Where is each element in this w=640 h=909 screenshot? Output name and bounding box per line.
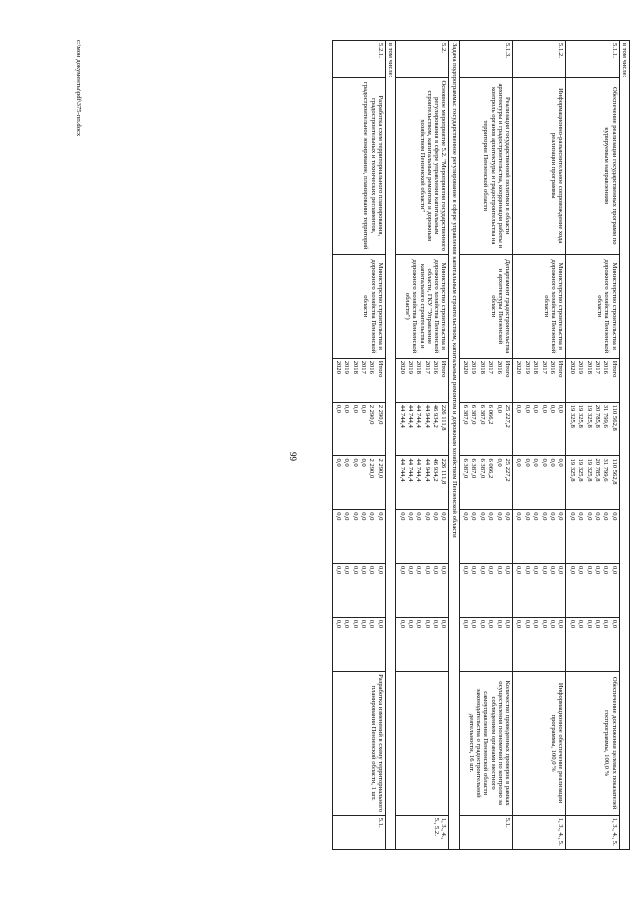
list-item: 0,0 (540, 458, 548, 467)
list-item: 44 744,4 (415, 404, 423, 428)
row-col4 (513, 563, 566, 617)
row-col3 (332, 510, 385, 564)
list-item: 0,0 (343, 404, 351, 413)
row-col5 (513, 617, 566, 671)
list-item: 6 066,2 (487, 458, 495, 479)
row-executor: Министерство строительства и дорожного хозяйства Пензенской области (566, 254, 619, 358)
list-item: 0,0 (432, 619, 440, 628)
list-item: 226 111,8 (440, 404, 448, 431)
list-item: 0,0 (602, 619, 610, 628)
list-item: 6 387,0 (462, 404, 470, 425)
list-item: 0,0 (470, 512, 478, 521)
page-number-text: 99 (288, 452, 298, 461)
list-item: 0,0 (360, 404, 368, 413)
row-col1 (396, 402, 449, 456)
table-row (459, 41, 512, 850)
list-item: 0,0 (398, 565, 406, 575)
list-item: 44 744,4 (398, 404, 406, 428)
row-col3 (396, 510, 449, 564)
list-item: 0,0 (610, 619, 618, 628)
list-item: 0,0 (515, 619, 523, 628)
list-item: 6 387,0 (470, 458, 478, 479)
list-item: 0,0 (462, 512, 470, 521)
list-item: 0,0 (577, 512, 585, 521)
list-item: 0,0 (440, 619, 448, 628)
list-item: 0,0 (610, 512, 618, 521)
list-item: 2019 (343, 360, 351, 374)
list-item: 0,0 (504, 512, 512, 521)
list-item: 2 290,0 (368, 404, 376, 425)
row-years (513, 358, 566, 402)
list-item: 20 785,8 (593, 404, 601, 428)
list-item: 0,0 (398, 619, 406, 628)
list-item: 0,0 (523, 458, 531, 467)
list-item: 0,0 (334, 404, 342, 413)
list-item: 0,0 (504, 565, 512, 575)
list-item: 2016 (432, 360, 440, 374)
list-item: 2020 (515, 360, 523, 374)
list-item: 19 325,8 (585, 404, 593, 428)
list-item: 0,0 (376, 565, 384, 575)
row-name: Разработка схем территориального планирования, градостроительных и технических регламентов, градостроительное зонирование, планирование территорий (332, 77, 385, 254)
list-item: 2016 (549, 360, 557, 374)
list-item: 2020 (568, 360, 576, 374)
list-item: 0,0 (557, 619, 565, 628)
list-item: 19 325,8 (568, 458, 576, 482)
section-in-total-2-text: в том числе: (385, 41, 395, 850)
list-item: 0,0 (351, 619, 359, 628)
list-item: 0,0 (360, 565, 368, 575)
row-col3 (459, 510, 512, 564)
row-name: Информационно-разъяснительное сопровождение хода реализации программы (513, 77, 566, 254)
list-item: 0,0 (549, 512, 557, 521)
list-item: 110 562,8 (610, 404, 618, 431)
list-item: 19 325,8 (568, 404, 576, 428)
list-item: 0,0 (360, 619, 368, 628)
row-executor: Министерство строительства и дорожного хозяйства Пензенской области (513, 254, 566, 358)
list-item: 25 227,2 (504, 458, 512, 482)
list-item: 226 111,8 (440, 458, 448, 485)
list-item: 0,0 (549, 458, 557, 467)
row-col2 (513, 456, 566, 510)
row-name: Реализация государственной политики в области архитектуры и градостроительства, координация работы и контроль органов архитектуры и градостроительства на территории Пензенской области (459, 77, 512, 254)
section-in-total-2 (385, 41, 395, 850)
file-path-footer: c:\мои документы\pdf\375-пп.docx (75, 40, 82, 137)
list-item: 0,0 (593, 512, 601, 521)
list-item: 2017 (540, 360, 548, 374)
list-item: 0,0 (585, 565, 593, 575)
list-item: 0,0 (406, 565, 414, 575)
list-item: 0,0 (343, 458, 351, 467)
list-item: 110 562,8 (610, 458, 618, 485)
list-item: 46 934,2 (432, 404, 440, 428)
list-item: 0,0 (532, 404, 540, 413)
list-item: 0,0 (532, 619, 540, 628)
list-item: 20 785,8 (593, 458, 601, 482)
list-item: 44 944,4 (423, 458, 431, 482)
row-col3 (513, 510, 566, 564)
list-item: 2018 (478, 360, 486, 374)
list-item: 0,0 (549, 565, 557, 575)
list-item: 0,0 (495, 619, 503, 628)
list-item: Итого (504, 360, 512, 378)
list-item: 0,0 (440, 565, 448, 575)
list-item: 0,0 (523, 565, 531, 575)
list-item: 0,0 (549, 404, 557, 413)
row-col5 (566, 617, 619, 671)
row-number: 5.2. (396, 41, 449, 78)
list-item: 0,0 (462, 565, 470, 575)
list-item: 0,0 (540, 512, 548, 521)
row-indicator: Информационное обеспечение реализации программы, 100,0 % (513, 671, 566, 815)
list-item: 0,0 (406, 512, 414, 521)
list-item: 2016 (602, 360, 610, 374)
row-col3 (566, 510, 619, 564)
list-item: 0,0 (432, 512, 440, 521)
section-in-total-text: в том числе: (619, 41, 629, 850)
list-item: 0,0 (549, 619, 557, 628)
list-item: 0,0 (532, 458, 540, 467)
list-item: 0,0 (495, 458, 503, 467)
row-number: 5.1.2. (513, 41, 566, 78)
list-item: 2 290,0 (376, 458, 384, 479)
list-item: 0,0 (462, 619, 470, 628)
list-item: 0,0 (432, 565, 440, 575)
list-item: 0,0 (360, 458, 368, 467)
list-item: 2019 (577, 360, 585, 374)
list-item: 44 744,4 (406, 404, 414, 428)
list-item: 2018 (585, 360, 593, 374)
list-item: 0,0 (602, 565, 610, 575)
list-item: 19 325,8 (585, 458, 593, 482)
list-item: 0,0 (398, 512, 406, 521)
row-executor: Министерство строительства и дорожного хозяйства Пензенской области (332, 254, 385, 358)
list-item: 0,0 (487, 512, 495, 521)
list-item: 6 066,2 (487, 404, 495, 425)
list-item: 6 387,0 (470, 404, 478, 425)
list-item: 0,0 (423, 619, 431, 628)
list-item: 0,0 (585, 512, 593, 521)
list-item: 19 325,8 (577, 404, 585, 428)
section-task (449, 41, 459, 850)
list-item: 25 227,2 (504, 404, 512, 428)
list-item: 0,0 (504, 619, 512, 628)
list-item: 46 934,2 (432, 458, 440, 482)
list-item: 44 744,4 (406, 458, 414, 482)
table-body (332, 41, 629, 850)
list-item: 0,0 (515, 458, 523, 467)
list-item: 0,0 (415, 512, 423, 521)
row-col4 (459, 563, 512, 617)
table-row (566, 41, 619, 850)
section-in-total (619, 41, 629, 850)
row-reference: 1, 3., 4., 5. (513, 815, 566, 849)
row-number: 5.1.1. (566, 41, 619, 78)
row-col2 (566, 456, 619, 510)
list-item: 0,0 (368, 619, 376, 628)
list-item: 0,0 (368, 512, 376, 521)
row-years (396, 358, 449, 402)
list-item: 2019 (523, 360, 531, 374)
list-item: 0,0 (376, 619, 384, 628)
row-col1 (513, 402, 566, 456)
list-item: 0,0 (568, 512, 576, 521)
list-item: 0,0 (495, 565, 503, 575)
row-col5 (459, 617, 512, 671)
list-item: 0,0 (334, 458, 342, 467)
list-item: 0,0 (602, 512, 610, 521)
list-item: 2020 (334, 360, 342, 374)
section-task-text: Задача подпрограммы: государственное регулирование в сфере управления капитальным строительством, капитальным ремонтом и дорожным хозяйством Пензенской области (449, 41, 459, 850)
list-item: 0,0 (557, 404, 565, 413)
list-item: 31 799,6 (602, 404, 610, 428)
list-item: 0,0 (568, 565, 576, 575)
list-item: 0,0 (532, 565, 540, 575)
list-item: 2017 (423, 360, 431, 374)
row-col5 (332, 617, 385, 671)
list-item: 44 944,4 (423, 404, 431, 428)
list-item: 0,0 (415, 565, 423, 575)
list-item: 6 387,0 (478, 404, 486, 425)
list-item: 2018 (351, 360, 359, 374)
row-reference: 1, 3., 4., 5. (566, 815, 619, 849)
list-item: 6 387,0 (478, 458, 486, 479)
list-item: 0,0 (523, 404, 531, 413)
list-item: 0,0 (523, 619, 531, 628)
list-item: 2 290,0 (368, 458, 376, 479)
list-item: 0,0 (532, 512, 540, 521)
list-item: 2020 (462, 360, 470, 374)
list-item: 2017 (360, 360, 368, 374)
row-number: 5.1.3. (459, 41, 512, 78)
list-item: 0,0 (577, 565, 585, 575)
list-item: 0,0 (487, 619, 495, 628)
row-col1 (332, 402, 385, 456)
list-item: 0,0 (593, 565, 601, 575)
list-item: 0,0 (585, 619, 593, 628)
row-years (459, 358, 512, 402)
list-item: 31 799,6 (602, 458, 610, 482)
list-item: Итого (376, 360, 384, 378)
row-col2 (332, 456, 385, 510)
row-col4 (396, 563, 449, 617)
list-item: 0,0 (540, 404, 548, 413)
row-col1 (459, 402, 512, 456)
list-item: 0,0 (351, 565, 359, 575)
list-item: 0,0 (568, 619, 576, 628)
list-item: 0,0 (423, 512, 431, 521)
list-item: 0,0 (593, 619, 601, 628)
list-item: 0,0 (557, 565, 565, 575)
row-reference: 5.1. (459, 815, 512, 849)
list-item: 6 387,0 (462, 458, 470, 479)
list-item: 0,0 (368, 565, 376, 575)
table-row (396, 41, 449, 850)
list-item: 0,0 (415, 619, 423, 628)
list-item: 0,0 (360, 512, 368, 521)
list-item: 2 290,0 (376, 404, 384, 425)
list-item: 2019 (406, 360, 414, 374)
row-indicator (396, 671, 449, 815)
table-row (513, 41, 566, 850)
list-item: 0,0 (376, 512, 384, 521)
list-item: 0,0 (470, 565, 478, 575)
row-col2 (396, 456, 449, 510)
list-item: 0,0 (334, 619, 342, 628)
list-item: Итого (610, 360, 618, 378)
list-item: 2017 (487, 360, 495, 374)
list-item: 0,0 (478, 619, 486, 628)
row-col4 (332, 563, 385, 617)
row-reference: 5.1. (332, 815, 385, 849)
list-item: 44 744,4 (398, 458, 406, 482)
list-item: 0,0 (540, 565, 548, 575)
list-item: 0,0 (557, 512, 565, 521)
list-item: 0,0 (343, 512, 351, 521)
list-item: 0,0 (515, 565, 523, 575)
list-item: 0,0 (343, 619, 351, 628)
list-item: 2016 (495, 360, 503, 374)
list-item: 2016 (368, 360, 376, 374)
list-item: 0,0 (351, 458, 359, 467)
list-item: 0,0 (610, 565, 618, 575)
list-item: 0,0 (515, 404, 523, 413)
row-reference: 1, 3., 4., 5., 5.2. (396, 815, 449, 849)
row-col1 (566, 402, 619, 456)
list-item: 0,0 (440, 512, 448, 521)
row-name: Обеспечение реализации государственных программ по курируемым направлениям (566, 77, 619, 254)
list-item: 0,0 (557, 458, 565, 467)
list-item: 2018 (415, 360, 423, 374)
list-item: 2017 (593, 360, 601, 374)
row-years (566, 358, 619, 402)
row-years (332, 358, 385, 402)
rotated-table-container (70, 40, 630, 850)
list-item: 2019 (470, 360, 478, 374)
list-item: 2018 (532, 360, 540, 374)
list-item: 19 325,8 (577, 458, 585, 482)
row-executor: Департамент градостроительства и архитектуры Пензенской области (459, 254, 512, 358)
list-item: 2020 (398, 360, 406, 374)
row-col2 (459, 456, 512, 510)
list-item: 0,0 (540, 619, 548, 628)
list-item: 0,0 (351, 404, 359, 413)
program-table (332, 40, 630, 850)
row-indicator: Обеспечение достижения целевых показателей госпрограммы, 100,0 % (566, 671, 619, 815)
row-number: 5.2.1. (332, 41, 385, 78)
list-item: 0,0 (487, 565, 495, 575)
table-row (332, 41, 385, 850)
list-item: 0,0 (515, 512, 523, 521)
list-item: 0,0 (334, 512, 342, 521)
list-item: 0,0 (478, 565, 486, 575)
list-item: 44 744,4 (415, 458, 423, 482)
row-col4 (566, 563, 619, 617)
list-item: 0,0 (495, 404, 503, 413)
row-indicator: Количество проведенных проверок в рамках осуществления полномочий по контролю за соблюдением органами местного самоуправления Пензенской области законодательства о градостроительной деятельности, 16 шт. (459, 671, 512, 815)
list-item: 0,0 (523, 512, 531, 521)
list-item: 0,0 (343, 565, 351, 575)
list-item: 0,0 (423, 565, 431, 575)
list-item: 0,0 (406, 619, 414, 628)
row-col5 (396, 617, 449, 671)
row-indicator: Разработка изменений в схему территориального планирования Пензенской области, 1 шт. (332, 671, 385, 815)
list-item: Итого (557, 360, 565, 378)
list-item: 0,0 (577, 619, 585, 628)
list-item: 0,0 (470, 619, 478, 628)
list-item: Итого (440, 360, 448, 378)
list-item: 0,0 (351, 512, 359, 521)
list-item: 0,0 (478, 512, 486, 521)
list-item: 0,0 (334, 565, 342, 575)
row-name: Основное мероприятие 5.2. "Мероприятия государственного регулирования в сфере управления капитальным строительством, капитальным ремонтом и дорожным хозяйством Пензенской области" (396, 77, 449, 254)
row-executor: Министерство строительства и дорожного хозяйства Пензенской области, ГКУ "Управление капитального строительства и дорожного хозяйства Пензенской области") (396, 254, 449, 358)
list-item: 0,0 (495, 512, 503, 521)
